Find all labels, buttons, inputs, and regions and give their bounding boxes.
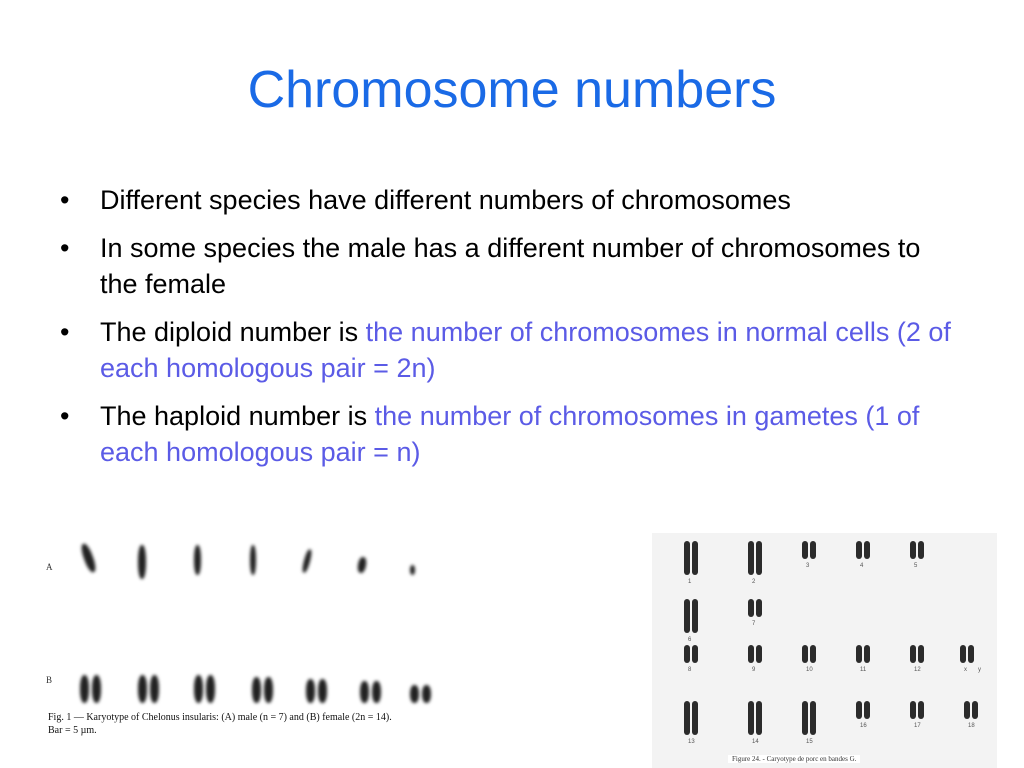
chromosome	[301, 549, 313, 574]
chromosome	[372, 681, 381, 703]
bullet-text: Different species have different numbers of chromosomes	[100, 185, 791, 215]
bullet-text: The diploid number is	[100, 317, 366, 347]
chromosome	[206, 675, 215, 703]
bullet-list	[60, 182, 960, 482]
chromosome-number: 3	[806, 563, 810, 569]
chromosome-pair	[852, 541, 874, 559]
chromosome	[194, 675, 203, 703]
chromosome-number: 12	[914, 667, 921, 673]
chromosome-number: 11	[860, 667, 867, 673]
chromosome-number: 15	[806, 739, 813, 745]
chromosome-number: x	[964, 667, 967, 673]
row-b-label: B	[46, 675, 53, 685]
chromosome	[252, 677, 261, 703]
chromosome-pair	[744, 701, 766, 735]
chromosome-pair	[852, 645, 874, 663]
chromosome-number: 10	[806, 667, 813, 673]
chromosome	[410, 565, 415, 575]
row-a-label: A	[46, 562, 53, 572]
chromosome-number: 7	[752, 621, 756, 627]
bullet-item	[60, 314, 960, 386]
bullet-item	[60, 398, 960, 470]
bullet-highlight: the number of chromosomes in normal cells (2 of each homologous pair = 2n)	[100, 317, 951, 383]
chromosome-pair	[906, 645, 928, 663]
chromosome-pair	[680, 701, 702, 735]
bullet-dot: •	[60, 233, 70, 263]
chromosome	[92, 675, 101, 703]
figure-caption	[48, 711, 468, 737]
chromosome-pair	[906, 541, 928, 559]
bullet-dot: •	[60, 185, 70, 215]
chromosome-number: y	[978, 667, 981, 673]
chromosome	[306, 679, 315, 703]
chromosome-pair	[744, 541, 766, 575]
chromosome	[138, 675, 147, 703]
chromosome	[357, 556, 368, 573]
chromosome-number: 5	[914, 563, 918, 569]
chromosome-pair	[744, 645, 766, 663]
chromosome	[138, 545, 146, 579]
chromosome	[422, 685, 431, 703]
chromosome-number: 18	[968, 723, 975, 729]
bullet-text: The haploid number is	[100, 401, 375, 431]
chromosome-number: 14	[752, 739, 759, 745]
chromosome	[264, 677, 273, 703]
bullet-item	[60, 182, 960, 218]
chromosome-pair	[960, 701, 982, 719]
chromosome-number: 17	[914, 723, 921, 729]
chromosome	[410, 685, 419, 703]
chromosome	[79, 542, 98, 573]
chromosome-number: 4	[860, 563, 864, 569]
chromosome-number: 13	[688, 739, 695, 745]
chromosome-pair	[798, 645, 820, 663]
karyotype-photo-right	[652, 533, 997, 768]
slide-title: Chromosome numbers	[247, 61, 777, 119]
chromosome-pair	[956, 645, 978, 663]
chromosome-pair	[906, 701, 928, 719]
chromosome-pair	[798, 701, 820, 735]
caption-line-2: Bar = 5 µm.	[48, 725, 97, 736]
chromosome-number: 9	[752, 667, 756, 673]
photo-caption: Figure 24. - Caryotype de porc en bandes G.	[728, 755, 860, 763]
chromosome-pair	[798, 541, 820, 559]
chromosome-pair	[852, 701, 874, 719]
chromosome	[80, 675, 89, 703]
chromosome	[250, 545, 256, 575]
chromosome-number: 6	[688, 637, 692, 643]
bullet-dot: •	[60, 317, 70, 347]
chromosome-number: 2	[752, 579, 756, 585]
chromosome	[318, 679, 327, 703]
chromosome	[194, 545, 201, 575]
chromosome-number: 16	[860, 723, 867, 729]
bullet-highlight: the number of chromosomes in gametes (1 of each homologous pair = n)	[100, 401, 920, 467]
chromosome-pair	[680, 599, 702, 633]
bullet-text: In some species the male has a different number of chromosomes to the female	[100, 233, 921, 299]
karyotype-figure-left	[42, 535, 462, 750]
chromosome-number: 1	[688, 579, 692, 585]
chromosome-pair	[680, 645, 702, 663]
caption-line-1: Fig. 1 — Karyotype of Chelonus insularis: (A) male (n = 7) and (B) female (2n = 14).	[48, 712, 392, 723]
chromosome-pair	[680, 541, 702, 575]
chromosome-pair	[744, 599, 766, 617]
chromosome-number: 8	[688, 667, 692, 673]
chromosome	[360, 681, 369, 703]
bullet-dot: •	[60, 401, 70, 431]
bullet-item	[60, 230, 960, 302]
chromosome	[150, 675, 159, 703]
